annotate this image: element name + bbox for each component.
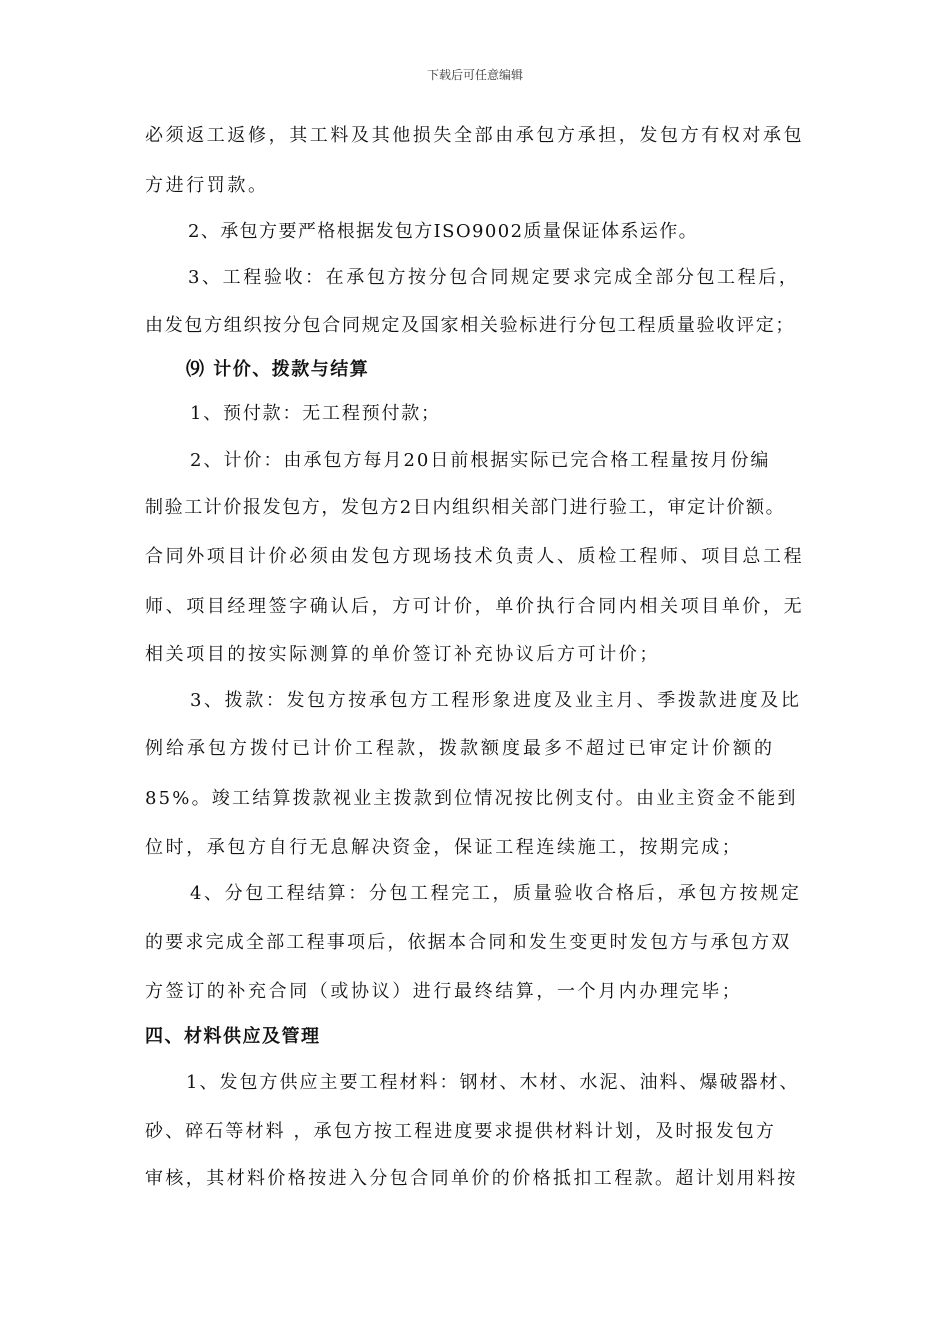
text-line: 合同外项目计价必须由发包方现场技术负责人、质检工程师、项目总工程	[145, 546, 805, 567]
text-line: 3、工程验收：在承包方按分包合同规定要求完成全部分包工程后，	[188, 267, 800, 288]
text-line: 由发包方组织按分包合同规定及国家相关验标进行分包工程质量验收评定；	[145, 315, 796, 336]
text-line: 1、预付款：无工程预付款；	[190, 403, 441, 424]
text-line: 位时，承包方自行无息解决资金，保证工程连续施工，按期完成；	[145, 837, 743, 858]
text-line: 4、分包工程结算：分包工程完工，质量验收合格后，承包方按规定	[190, 883, 802, 904]
text-line: 2、计价：由承包方每月20日前根据实际已完合格工程量按月份编	[190, 450, 771, 471]
text-line: 方进行罚款。	[145, 175, 269, 196]
text-line: 审核，其材料价格按进入分包合同单价的价格抵扣工程款。超计划用料按	[145, 1168, 798, 1189]
text-line: 例给承包方拨付已计价工程款，拨款额度最多不超过已审定计价额的	[145, 738, 775, 759]
text-line: 方签订的补充合同（或协议）进行最终结算，一个月内办理完毕；	[145, 981, 743, 1002]
text-line: 的要求完成全部工程事项后，依据本合同和发生变更时发包方与承包方双	[145, 932, 792, 953]
text-line: 3、拨款：发包方按承包方工程形象进度及业主月、季拨款进度及比	[190, 690, 802, 711]
text-line: 砂、碎石等材料 ，承包方按工程进度要求提供材料计划，及时报发包方	[145, 1121, 776, 1142]
text-line: 2、承包方要严格根据发包方ISO9002质量保证体系运作。	[188, 221, 699, 242]
text-line: 相关项目的按实际测算的单价签订补充协议后方可计价；	[145, 644, 660, 665]
text-line: 师、项目经理签字确认后，方可计价，单价执行合同内相关项目单价，无	[145, 596, 805, 617]
section-heading: ⑼ 计价、拨款与结算	[186, 359, 370, 380]
text-line: 85%。竣工结算拨款视业主拨款到位情况按比例支付。由业主资金不能到	[145, 788, 798, 809]
text-line: 必须返工返修，其工料及其他损失全部由承包方承担，发包方有权对承包	[145, 125, 805, 146]
text-line: 制验工计价报发包方，发包方2日内组织相关部门进行验工，审定计价额。	[145, 497, 786, 518]
section-heading: 四、材料供应及管理	[145, 1026, 321, 1047]
page-header-note: 下载后可任意编辑	[426, 68, 523, 82]
text-line: 1、发包方供应主要工程材料：钢材、木材、水泥、油料、爆破器材、	[186, 1072, 800, 1093]
